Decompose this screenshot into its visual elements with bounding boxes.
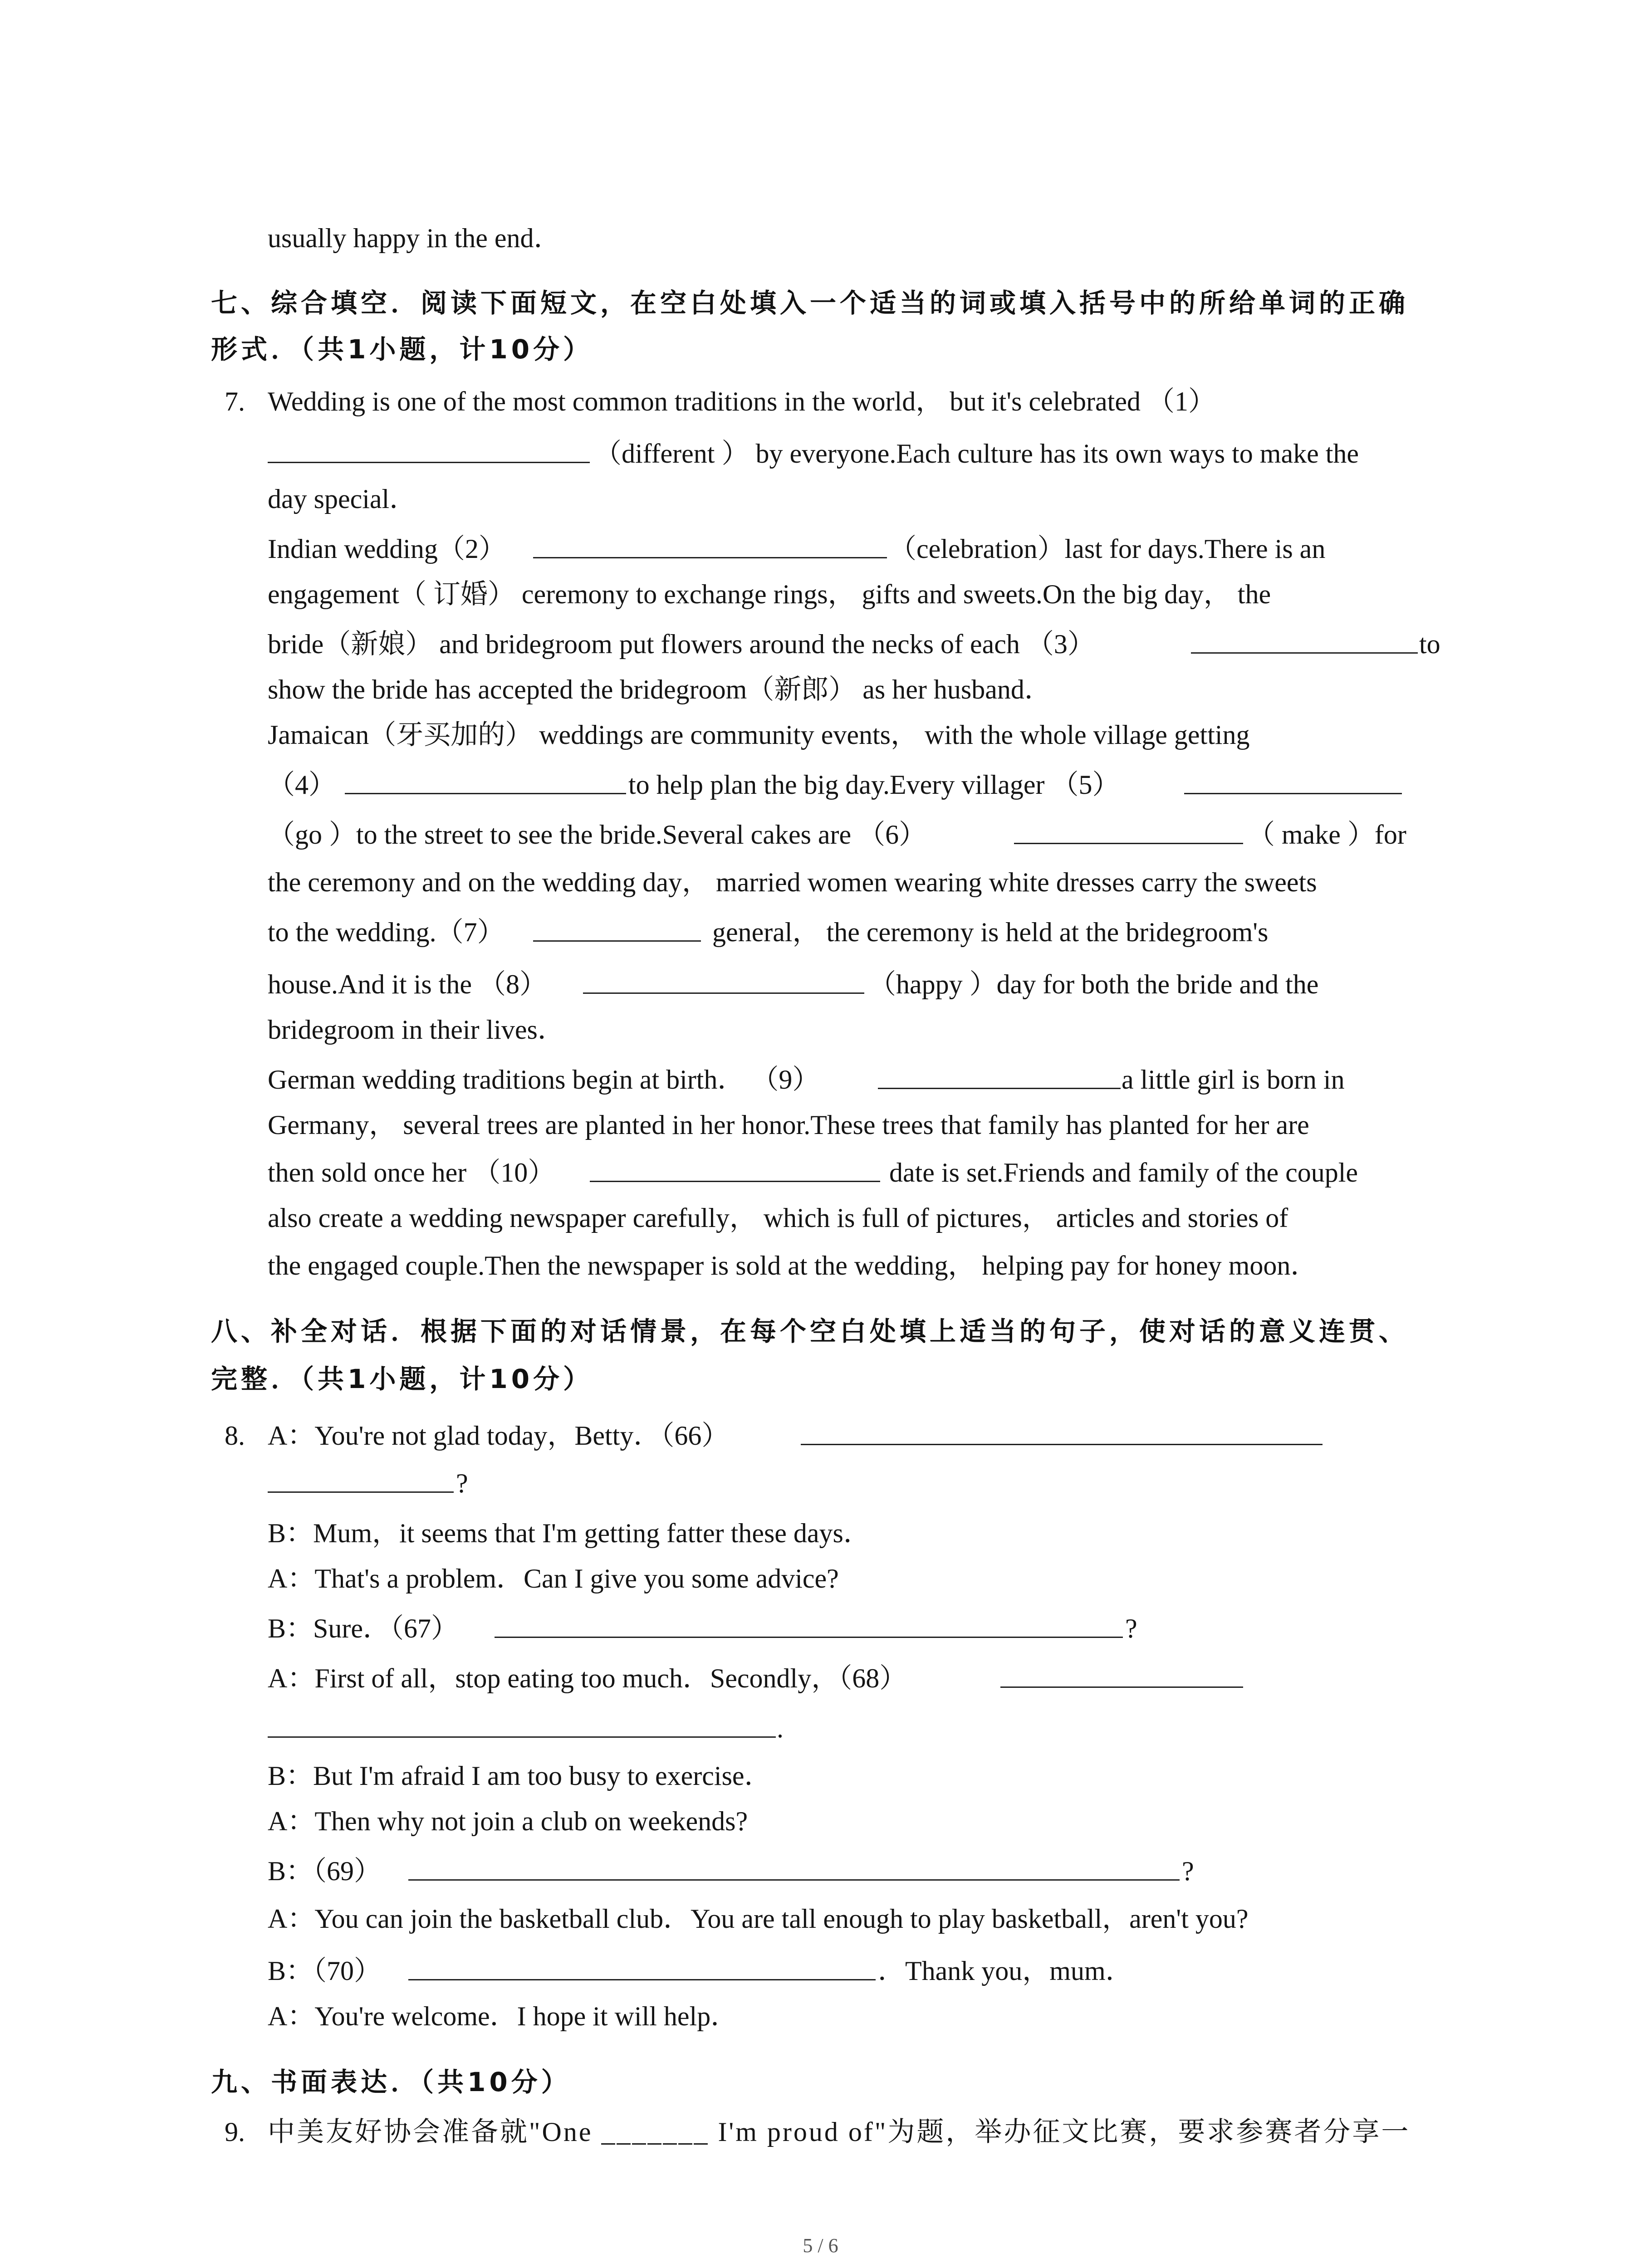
q8-number: 8. [225,1421,245,1451]
q9-text: 中美友好协会准备就"One _______ I'm proud of"为题，举办征文比赛，要求参赛者分享一 [268,2117,1411,2147]
q7-line-7 [0,671,1641,708]
q7-line-13 [0,966,1641,1002]
answer-blank-5 [1184,793,1402,794]
answer-blank-6 [1014,843,1243,844]
q8-line-6 [0,1660,1641,1696]
answer-blank-67 [495,1637,1123,1638]
answer-blank-7 [533,940,701,942]
dialogue-line: B：Sure．（67） [268,1613,458,1643]
q8-line-11 [0,1901,1641,1937]
q7-text: a little girl is born in [1122,1065,1345,1095]
q7-text: house.And it is the （8） [268,969,547,999]
q7-text: （go ）to the street to see the bride.Several cakes are （6） [268,820,926,850]
q7-line-11 [0,864,1641,900]
q8-line-4 [0,1560,1641,1597]
q7-text: to help plan the big day.Every villager （5） [628,770,1120,800]
q7-line-8 [0,717,1641,753]
q7-text: （ make ）for [1248,820,1406,850]
q8-line-13 [0,1998,1641,2034]
dialogue-line: B：But I'm afraid I am too busy to exercise． [268,1761,772,1791]
q7-text: bride（新娘） and bridegroom put flowers around the necks of each （3） [268,629,1095,659]
q8-line-1 [0,1418,1641,1454]
answer-blank-68 [1000,1686,1243,1688]
answer-blank-10 [590,1181,880,1182]
q7-text: Germany， several trees are planted in her honor.These trees that family has planted for her are [268,1110,1309,1140]
q7-line-15 [0,1061,1641,1098]
q7-line-9 [0,767,1641,803]
q7-number: 7. [225,386,245,416]
q7-text: engagement（ 订婚） ceremony to exchange rings， gifts and sweets.On the big day， the [268,579,1271,609]
q7-text: general， the ceremony is held at the bridegroom's [712,917,1269,947]
answer-blank-68-cont [268,1736,776,1738]
dialogue-line: ? [1182,1856,1194,1886]
q7-text: date is set.Friends and family of the couple [889,1158,1358,1188]
answer-blank-8 [583,992,864,994]
dialogue-line: B：Mum，it seems that I'm getting fatter these days． [268,1518,871,1548]
q7-text: also create a wedding newspaper carefully， which is full of pictures， articles and stories of [268,1203,1288,1233]
q7-line-10 [0,816,1641,853]
section-8-heading-line-2 [0,1359,593,1399]
dialogue-line: A：Then why not join a club on weekends? [268,1806,748,1836]
q7-text: then sold once her （10） [268,1158,555,1188]
answer-blank-1 [268,462,590,463]
q7-text: to [1419,629,1440,659]
q9-number: 9. [225,2117,245,2147]
q8-line-10 [0,1853,1641,1889]
section-8-heading-text-2: 完整．（共1小题，计10分） [211,1364,593,1394]
q7-line-16 [0,1107,1641,1143]
dialogue-line: A：First of all，stop eating too much．Secondly，（68） [268,1663,907,1693]
q8-line-2 [0,1465,1641,1501]
q7-text: the ceremony and on the wedding day， married women wearing white dresses carry the sweets [268,867,1317,897]
q7-line-4 [0,531,1641,567]
q7-line-12 [0,914,1641,950]
q7-text: （celebration）last for days.There is an [889,534,1326,564]
prev-question-tail-line [0,220,1641,256]
q7-text: the engaged couple.Then the newspaper is sold at the wedding， helping pay for honey moon． [268,1251,1318,1281]
q7-line-17 [0,1154,1641,1191]
q7-text: to the wedding.（7） [268,917,505,947]
q7-line-5 [0,576,1641,612]
q7-text: bridegroom in their lives． [268,1015,565,1045]
answer-blank-70 [408,1979,876,1980]
q7-text: （happy ）day for both the bride and the [869,969,1319,999]
q7-text: Wedding is one of the most common traditions in the world， but it's celebrated （1） [268,386,1215,416]
q7-text: Jamaican（牙买加的） weddings are community events， with the whole village getting [268,720,1250,750]
dialogue-line: ．Thank you，mum． [878,1956,1133,1986]
dialogue-line: A：You're welcome．I hope it will help． [268,2001,738,2031]
section-7-heading-text-1: 七、综合填空．阅读下面短文，在空白处填入一个适当的词或填入括号中的所给单词的正确 [211,288,1409,318]
answer-blank-3 [1191,652,1418,654]
q8-line-5 [0,1610,1641,1647]
q7-line-6 [0,626,1641,662]
dialogue-line: ? [1125,1613,1137,1643]
answer-blank-4 [345,793,626,794]
dialogue-line: A：You're not glad today，Betty．（66） [268,1421,729,1451]
answer-blank-9 [878,1088,1121,1089]
section-8-heading-text-1: 八、补全对话．根据下面的对话情景，在每个空白处填上适当的句子，使对话的意义连贯、 [211,1316,1409,1347]
q7-text: （different ） by everyone.Each culture has its own ways to make the [594,439,1359,469]
q7-line-14 [0,1012,1641,1048]
q7-text: （4） [268,770,336,800]
answer-blank-69 [408,1879,1180,1881]
dialogue-line: B：（70） [268,1956,382,1986]
prev-question-tail: usually happy in the end． [268,223,561,253]
q7-line-19 [0,1247,1641,1284]
section-7-heading-line-1 [0,283,1409,323]
dialogue-line: A：You can join the basketball club．You are tall enough to play basketball，aren't you? [268,1904,1249,1934]
q8-line-8 [0,1758,1641,1794]
dialogue-line: B：（69） [268,1856,382,1886]
section-9-heading [0,2062,571,2102]
q7-line-1 [0,383,1641,420]
dialogue-line: ? [456,1468,468,1498]
q9-line-1 [0,2114,1641,2150]
q8-line-7 [0,1710,1641,1746]
section-7-heading-line-2 [0,329,593,370]
q8-line-12 [0,1953,1641,1989]
page-number: 5 / 6 [803,2234,838,2257]
section-8-heading-line-1 [0,1311,1409,1352]
section-7-heading-text-2: 形式．（共1小题，计10分） [211,334,593,365]
answer-blank-2 [533,557,887,558]
q8-line-3 [0,1515,1641,1551]
q8-line-9 [0,1803,1641,1839]
dialogue-line: A：That's a problem．Can I give you some advice? [268,1564,839,1593]
answer-blank-66-cont [268,1491,454,1493]
q7-text: day special． [268,484,417,514]
q7-line-2 [0,435,1641,472]
q7-line-18 [0,1200,1641,1236]
q7-line-3 [0,481,1641,517]
answer-blank-66 [801,1444,1323,1445]
dialogue-line: . [777,1713,784,1743]
section-9-heading-text: 九、书面表达．（共10分） [211,2067,571,2097]
q7-text: Indian wedding（2） [268,534,506,564]
q7-text: show the bride has accepted the bridegroom（新郎） as her husband． [268,675,1052,704]
q7-text: German wedding traditions begin at birth． （9） [268,1065,820,1095]
